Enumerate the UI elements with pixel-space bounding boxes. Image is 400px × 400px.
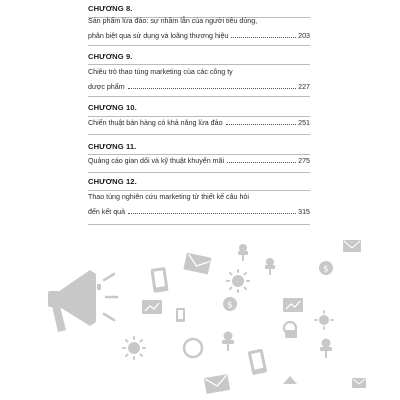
chapter-title: CHƯƠNG 9.	[88, 52, 133, 61]
svg-text:$: $	[227, 300, 233, 311]
svg-text:$: $	[323, 264, 329, 275]
chapter-description-text: phân biệt qua sử dụng và loãng thương hiệu	[88, 32, 229, 40]
divider	[88, 224, 310, 225]
page-number: 203	[298, 32, 310, 40]
chapter-title: CHƯƠNG 11.	[88, 142, 137, 151]
chapter-description-line: Sản phẩm lừa đảo: sự nhầm lẫn của người tiêu dùng,	[88, 17, 258, 25]
dot-leader	[128, 213, 296, 214]
divider	[88, 96, 310, 97]
dot-leader	[231, 37, 296, 38]
envelope-icon	[183, 253, 211, 275]
envelope-icon	[343, 240, 361, 252]
page-number: 227	[298, 83, 310, 91]
circle-icon	[184, 339, 202, 357]
page-number: 251	[298, 119, 310, 127]
dot-leader	[128, 88, 297, 89]
pushpin-icon	[265, 258, 275, 275]
pushpin-icon	[238, 244, 248, 261]
megaphone-icon	[48, 270, 117, 332]
chapter-title: CHƯƠNG 10.	[88, 103, 137, 112]
chapter-description-text: đến kết quả	[88, 208, 126, 216]
sun-icon	[123, 337, 145, 359]
dot-leader	[227, 162, 296, 163]
chapter-description-text: dược phẩm	[88, 83, 125, 91]
page-number: 315	[298, 208, 310, 216]
chapter-description-text: Quảng cáo gian dối và kỹ thuật khuyến mãi	[88, 157, 225, 165]
chapter-title: CHƯƠNG 12.	[88, 177, 137, 186]
divider	[88, 45, 310, 46]
chapter-description-line: Chiêu trò thao túng marketing của các công ty	[88, 68, 233, 76]
chapter-description-text: Chiến thuật bán hàng có khả năng lừa đảo	[88, 119, 223, 127]
pushpin-icon	[320, 339, 332, 359]
divider	[88, 116, 310, 117]
circle-icon	[283, 376, 297, 384]
chart-card-icon	[283, 298, 303, 312]
chapter-description-last-line	[88, 83, 310, 91]
sun-icon	[315, 311, 333, 329]
divider	[88, 134, 310, 135]
divider	[88, 172, 310, 173]
pushpin-icon	[222, 332, 234, 352]
envelope-icon	[352, 378, 366, 388]
chapter-description-last-line	[88, 157, 310, 165]
chapter-description-line: Thao túng nghiên cứu marketing từ thiết kế câu hỏi	[88, 193, 249, 201]
dollar-coin-icon	[223, 297, 237, 311]
divider	[88, 64, 310, 65]
divider	[88, 154, 310, 155]
mobile-phone-icon	[150, 267, 168, 293]
dollar-coin-icon	[319, 261, 333, 275]
mobile-phone-icon	[176, 308, 185, 322]
divider	[88, 190, 310, 191]
chapter-description-last-line	[88, 208, 310, 216]
dot-leader	[226, 124, 297, 125]
chapter-description-last-line	[88, 32, 310, 40]
sun-icon	[227, 270, 249, 292]
chapter-title: CHƯƠNG 8.	[88, 4, 133, 13]
page-number: 275	[298, 157, 310, 165]
chart-card-icon	[142, 300, 162, 314]
chapter-description-last-line	[88, 119, 310, 127]
marketing-icons-illustration	[0, 235, 400, 400]
envelope-icon	[204, 374, 230, 394]
mobile-phone-icon	[248, 349, 268, 376]
